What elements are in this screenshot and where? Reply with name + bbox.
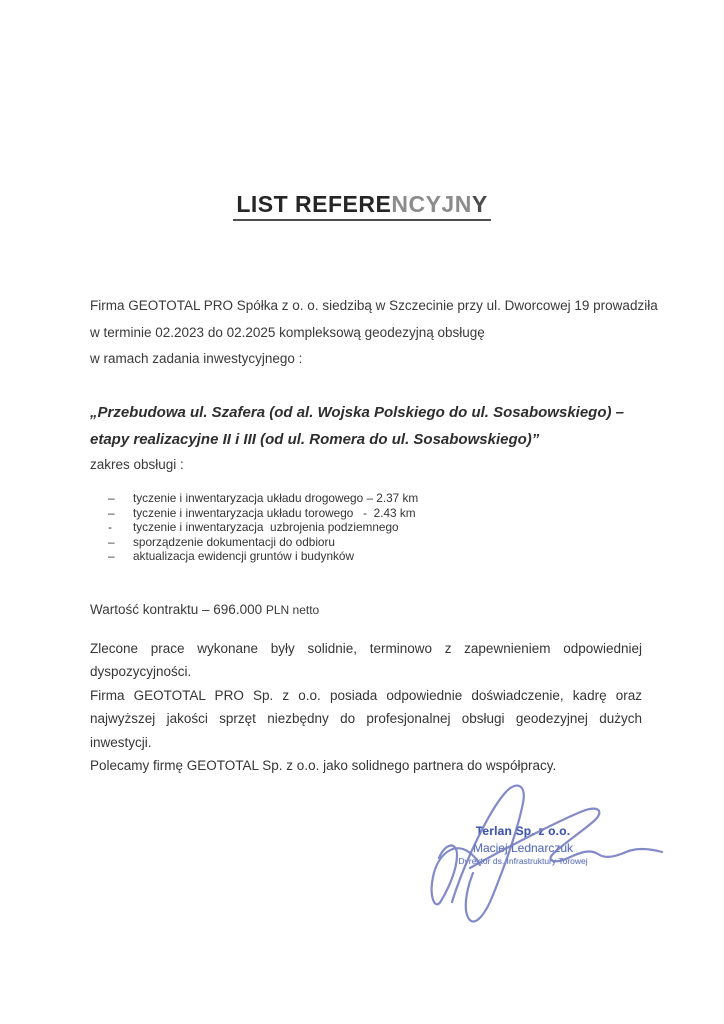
closing-line: Zlecone prace wykonane były solidnie, terminowo z zapewnieniem odpowiedniej bbox=[90, 641, 642, 656]
list-item bbox=[108, 535, 664, 550]
scope-list bbox=[108, 491, 664, 564]
list-dash: – bbox=[108, 549, 115, 563]
list-item-text: tyczenie i inwentaryzacja układu drogowego – 2.37 km bbox=[133, 491, 419, 505]
list-item-text: sporządzenie dokumentacji do odbioru bbox=[133, 534, 335, 549]
list-dash: – bbox=[108, 505, 115, 520]
handwritten-signature bbox=[395, 775, 685, 935]
document-title bbox=[0, 191, 724, 221]
project-title-line-2: etapy realizacyjne II i III (od ul. Romera do ul. Sosabowskiego)” bbox=[90, 431, 540, 448]
list-item bbox=[108, 491, 664, 506]
list-item-text: tyczenie i inwentaryzacja układu torowego - 2.43 km bbox=[133, 505, 416, 520]
scope-label: zakres obsługi : bbox=[90, 457, 184, 472]
contract-value-main: Wartość kontraktu – 696.000 bbox=[90, 602, 266, 617]
closing-line: Polecamy firmę GEOTOTAL Sp. z o.o. jako solidnego partnera do współpracy. bbox=[90, 758, 557, 774]
stamp-company-name: Terlan Sp. z o.o. bbox=[475, 824, 571, 838]
intro-line-2: w terminie 02.2023 do 02.2025 kompleksową geodezyjną obsługę bbox=[90, 324, 485, 340]
list-item-text: tyczenie i inwentaryzacja uzbrojenia podziemnego bbox=[133, 520, 399, 534]
list-item bbox=[108, 506, 664, 521]
list-item bbox=[108, 549, 664, 564]
closing-paragraphs bbox=[90, 637, 642, 777]
contract-value bbox=[90, 602, 319, 617]
stamp-person-role: Dyrektor ds. Infrastruktury Torowej bbox=[458, 856, 588, 866]
list-dash: – bbox=[108, 491, 115, 505]
stamp-person-name: Maciej Lednarczuk bbox=[472, 841, 574, 855]
contract-value-suffix: PLN netto bbox=[265, 603, 320, 617]
closing-line: Firma GEOTOTAL PRO Sp. z o.o. posiada odpowiednie doświadczenie, kadrę oraz bbox=[90, 687, 642, 703]
list-item bbox=[108, 520, 664, 535]
signature-stroke bbox=[452, 786, 524, 922]
title-part-gray: NCYJN bbox=[391, 191, 472, 217]
title-part-dark: LIST REFERE bbox=[236, 191, 392, 217]
closing-line: najwyższej jakości sprzęt niezbędny do profesjonalnej obsługi geodezyjnej dużych inwestycji. bbox=[90, 711, 642, 750]
list-item-text: aktualizacja ewidencji gruntów i budynków bbox=[133, 549, 354, 563]
list-dash: – bbox=[108, 534, 115, 549]
project-title-line-1: „Przebudowa ul. Szafera (od al. Wojska Polskiego do ul. Sosabowskiego) – bbox=[90, 404, 625, 421]
title-part-end: Y bbox=[471, 191, 488, 217]
closing-line: dyspozycyjności. bbox=[90, 664, 192, 680]
intro-line-1: Firma GEOTOTAL PRO Spółka z o. o. siedzibą w Szczecinie przy ul. Dworcowej 19 prowadziła bbox=[90, 298, 658, 313]
intro-paragraph bbox=[90, 293, 664, 373]
signature-stroke bbox=[470, 809, 662, 868]
project-title bbox=[90, 399, 664, 453]
list-dash: - bbox=[108, 520, 112, 534]
intro-line-3: w ramach zadania inwestycyjnego : bbox=[90, 351, 303, 366]
document-title-text bbox=[233, 191, 490, 221]
